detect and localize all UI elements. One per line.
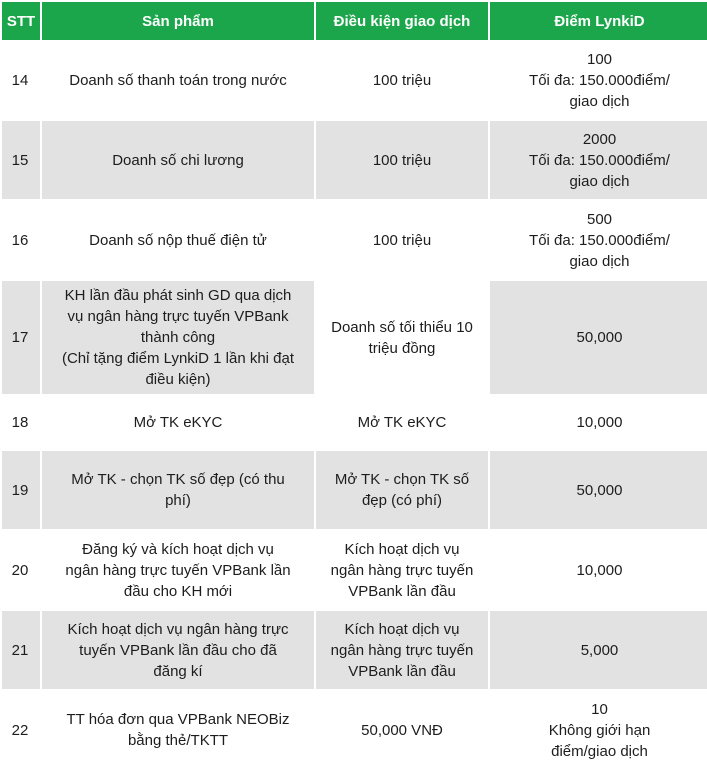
text-line: VPBank lần đầu [348, 662, 456, 680]
text-line: ngân hàng trực tuyến [330, 641, 474, 659]
text-line: (Chỉ tặng điểm LynkiD 1 lần khi đạt [61, 350, 295, 367]
text-line: đầu cho KH mới [123, 582, 233, 600]
text-line: 2000 [582, 130, 617, 148]
text-line: Mở TK - chọn TK số [334, 471, 470, 488]
cell-product [42, 42, 314, 119]
text-line: 100 triệu [372, 72, 432, 89]
header-condition: Điều kiện giao dịch [316, 2, 488, 40]
text-line: 50,000 VNĐ [361, 721, 443, 739]
cell-points [490, 201, 707, 279]
table-header-row [2, 2, 707, 40]
cell-condition [316, 611, 488, 689]
text-line: TT hóa đơn qua VPBank NEOBiz [66, 711, 290, 728]
cell-product [42, 611, 314, 689]
text-line: ngân hàng trực tuyến [330, 561, 474, 579]
text-line: Kích hoạt dịch vụ ngân hàng trực [67, 620, 289, 638]
text-line: giao dịch [569, 93, 630, 110]
table-row [2, 451, 707, 529]
cell-points [490, 531, 707, 609]
cell-points [490, 451, 707, 529]
text-line: 50,000 [576, 329, 623, 346]
text-line: Doanh số tối thiểu 10 [331, 318, 473, 336]
text-line: đăng kí [153, 662, 203, 680]
cell-points [490, 396, 707, 449]
text-line: Mở TK eKYC [133, 414, 223, 431]
text-line: 10,000 [576, 561, 623, 579]
table-row [2, 396, 707, 449]
text-line: tuyến VPBank lần đầu cho đã [79, 641, 277, 659]
text-line: Doanh số nộp thuế điện tử [89, 231, 267, 249]
text-line: VPBank lần đầu [348, 582, 456, 600]
table-row [2, 201, 707, 279]
cell-points [490, 281, 707, 394]
text-line: 100 [586, 51, 613, 68]
text-line: Không giới hạn [548, 721, 651, 739]
text-line: Kích hoạt dịch vụ [344, 620, 460, 638]
table-row [2, 691, 707, 769]
text-line: 5,000 [580, 641, 619, 659]
cell-points [490, 691, 707, 769]
text-line: giao dịch [569, 172, 630, 190]
cell-product [42, 396, 314, 449]
text-line: Doanh số thanh toán trong nước [69, 72, 287, 89]
table-row [2, 121, 707, 199]
cell-points [490, 121, 707, 199]
table-row [2, 611, 707, 689]
cell-condition [316, 531, 488, 609]
header-points: Điểm LynkiD [490, 2, 707, 40]
text-line: điều kiện) [145, 371, 211, 388]
cell-stt: 15 [2, 121, 40, 199]
cell-product [42, 281, 314, 394]
text-line: Tối đa: 150.000điểm/ [529, 151, 670, 169]
text-line: Mở TK eKYC [357, 414, 447, 431]
cell-condition [316, 121, 488, 199]
text-line: đẹp (có phí) [361, 492, 443, 509]
cell-product [42, 531, 314, 609]
text-line: Kích hoạt dịch vụ [344, 540, 460, 558]
text-line: 10 [591, 700, 608, 718]
text-line: ngân hàng trực tuyến VPBank lần [65, 561, 291, 579]
text-line: Tối đa: 150.000điểm/ [529, 72, 670, 89]
text-line: KH lần đầu phát sinh GD qua dịch [64, 287, 292, 304]
text-line: thành công [140, 329, 216, 346]
cell-points [490, 611, 707, 689]
text-line: vụ ngân hàng trực tuyến VPBank [67, 308, 289, 325]
cell-stt: 20 [2, 531, 40, 609]
text-line: Mở TK - chọn TK số đẹp (có thu [71, 471, 285, 488]
header-stt: STT [2, 2, 40, 40]
text-line: 10,000 [576, 414, 623, 431]
cell-points [490, 42, 707, 119]
cell-stt: 17 [2, 281, 40, 394]
cell-condition [316, 451, 488, 529]
cell-condition [316, 396, 488, 449]
cell-stt: 16 [2, 201, 40, 279]
text-line: 50,000 [576, 481, 623, 499]
cell-stt: 21 [2, 611, 40, 689]
cell-condition [316, 201, 488, 279]
text-line: Đăng ký và kích hoạt dịch vụ [82, 540, 274, 558]
cell-product [42, 201, 314, 279]
text-line: phí) [165, 492, 191, 509]
cell-product [42, 451, 314, 529]
cell-product [42, 691, 314, 769]
cell-stt: 22 [2, 691, 40, 769]
text-line: 500 [586, 210, 613, 228]
cell-condition [316, 691, 488, 769]
text-line: triệu đồng [368, 339, 436, 357]
table-row [2, 281, 707, 394]
header-product: Sản phẩm [42, 2, 314, 40]
cell-condition [316, 42, 488, 119]
table-row [2, 531, 707, 609]
cell-stt: 18 [2, 396, 40, 449]
text-line: 100 triệu [372, 231, 432, 249]
table-row [2, 42, 707, 119]
text-line: 100 triệu [372, 151, 432, 169]
cell-product [42, 121, 314, 199]
text-line: điểm/giao dịch [551, 742, 648, 760]
cell-stt: 14 [2, 42, 40, 119]
text-line: giao dịch [569, 252, 630, 270]
cell-condition [316, 281, 488, 394]
cell-stt: 19 [2, 451, 40, 529]
text-line: Tối đa: 150.000điểm/ [529, 231, 670, 249]
text-line: Doanh số chi lương [112, 151, 244, 169]
text-line: bằng thẻ/TKTT [127, 732, 229, 749]
